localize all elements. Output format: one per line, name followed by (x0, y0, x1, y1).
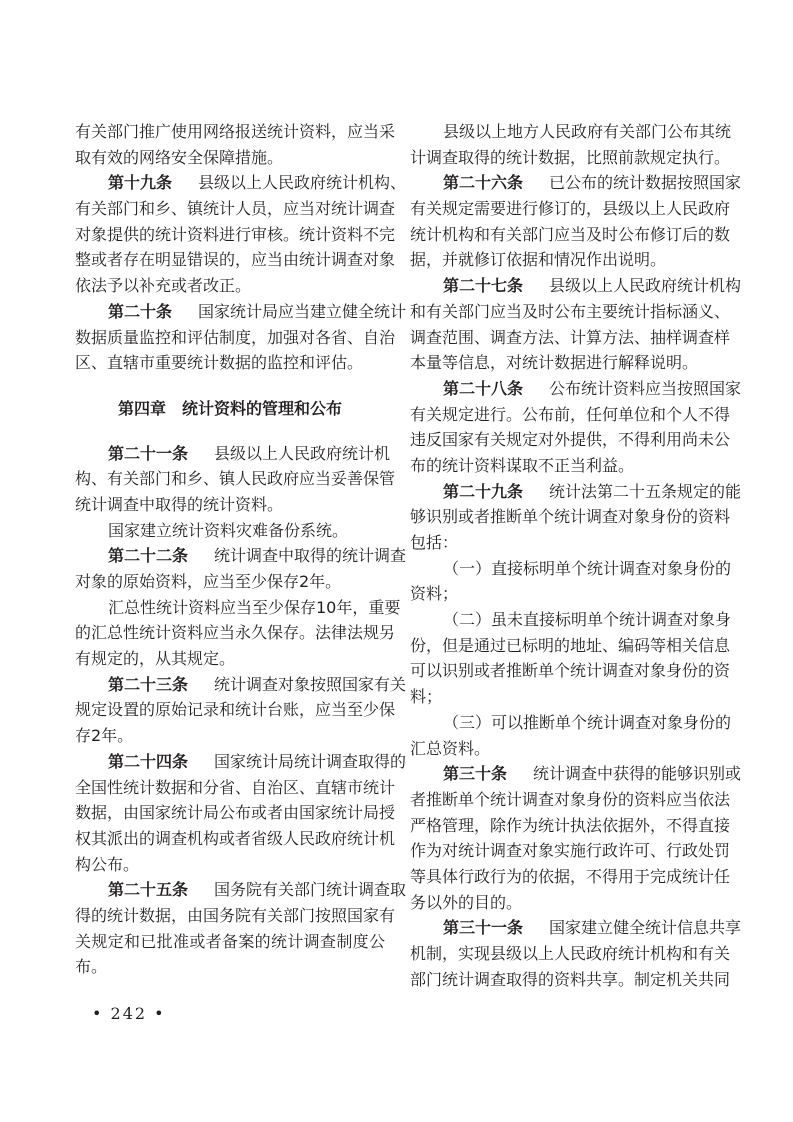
text-line (75, 852, 385, 878)
line-text: 有规定的，从其规定。 (75, 649, 236, 669)
line-text: 国务院有关部门统计调查取 (214, 880, 407, 900)
text-line (75, 119, 396, 145)
line-text: 国家建立统计资料灾难备份系统。 (108, 520, 349, 540)
line-text: 县级以上人民政府统计机 (214, 443, 391, 463)
line-text: 统计调查对象按照国家有关 (214, 674, 407, 694)
article-label: 第二十七条 (443, 276, 524, 296)
line-text: 有关部门和乡、镇统计人员，应当对统计调查 (75, 199, 396, 219)
text-line (410, 196, 731, 222)
text-line (410, 350, 720, 376)
line-text: （二）虽未直接标明单个统计调查对象身 (443, 610, 732, 630)
text-line (410, 402, 731, 428)
line-text: 够识别或者推断单个统计调查对象身份的资料 (410, 507, 731, 527)
line-text: 资料； (410, 584, 459, 604)
article-paragraph (75, 672, 407, 749)
text-line (75, 466, 396, 492)
text-line (75, 646, 385, 672)
line-text: 统计调查中获得的能够识别或 (533, 764, 742, 784)
text-line (75, 222, 396, 248)
text-line (410, 453, 720, 479)
text-line (410, 247, 720, 273)
text-line (410, 890, 720, 916)
article-paragraph (75, 441, 396, 518)
article-label: 第二十一条 (108, 443, 189, 463)
right-column (410, 119, 742, 992)
text-line (410, 915, 742, 941)
text-line (75, 595, 401, 621)
article-paragraph (75, 877, 407, 980)
paragraph (410, 556, 732, 607)
line-text: 汇总性统计资料应当至少保存10年，重要 (108, 597, 401, 617)
line-text: 违反国家有关规定对外提供，不得利用尚未公 (410, 430, 731, 450)
left-column (75, 119, 407, 980)
line-text: 严格管理，除作为统计执法依据外，不得直接 (410, 815, 731, 835)
article-label: 第二十九条 (443, 481, 524, 501)
article-label: 第三十条 (443, 764, 508, 784)
article-label: 第三十一条 (443, 918, 524, 938)
text-line (75, 170, 407, 196)
line-text: 和有关部门应当及时公布主要统计指标涵义、 (410, 301, 731, 321)
text-line (75, 247, 396, 273)
article-paragraph (410, 273, 742, 376)
line-text: 区、直辖市重要统计数据的监控和评估。 (75, 353, 364, 373)
line-text: 包括： (410, 533, 459, 552)
text-line (75, 299, 407, 325)
line-text: 县级以上人民政府统计机构 (549, 276, 742, 296)
article-paragraph (410, 915, 742, 992)
line-text: （三）可以推断单个统计调查对象身份的 (443, 712, 732, 732)
article-paragraph (75, 299, 407, 376)
text-line (75, 929, 385, 955)
paragraph (410, 607, 732, 710)
line-text: 务以外的目的。 (410, 892, 523, 912)
text-line (410, 504, 731, 530)
line-text: 对象提供的统计资料进行审核。统计资料不完 (75, 224, 396, 244)
article-label: 第二十四条 (108, 751, 189, 771)
line-text: 部门统计调查取得的资料共享。制定机关共同 (410, 969, 731, 989)
article-paragraph (410, 170, 742, 273)
text-line (410, 813, 731, 839)
line-text: 数据质量监控和评估制度，加强对各省、自治 (75, 327, 396, 347)
text-line (410, 556, 732, 582)
paragraph (75, 518, 385, 544)
text-line (410, 658, 731, 684)
line-text: 有关规定需要进行修订的，县级以上人民政府 (410, 199, 731, 219)
text-line (75, 877, 407, 903)
text-line (410, 581, 720, 607)
line-text: 构公布。 (75, 854, 140, 874)
line-text: 县级以上人民政府统计机构、 (198, 173, 407, 193)
line-text: 存2年。 (75, 726, 134, 746)
text-line (410, 170, 742, 196)
article-paragraph (75, 543, 407, 594)
line-text: 等具体行政行为的依据，不得用于完成统计任 (410, 866, 731, 886)
text-line (410, 710, 732, 736)
line-text: 份，但是通过已标明的地址、编码等相关信息 (410, 635, 731, 655)
line-text: 有关部门推广使用网络报送统计资料，应当采 (75, 122, 396, 141)
line-text: 已公布的统计数据按照国家 (549, 173, 742, 193)
line-text: 布。 (75, 957, 108, 977)
text-line (410, 787, 731, 813)
chapter-number: 第四章 (117, 398, 166, 418)
text-line (410, 299, 731, 325)
line-text: 者推断单个统计调查对象身份的资料应当依法 (410, 789, 731, 809)
article-paragraph (75, 749, 407, 877)
line-text: 统计调查中取得的统计资料。 (75, 494, 284, 514)
line-text: 关规定和已批准或者备案的统计调查制度公 (75, 931, 385, 951)
line-text: 作为对统计调查对象实施行政许可、行政处罚 (410, 841, 731, 861)
line-text: 依法予以补充或者改正。 (75, 276, 252, 296)
article-label: 第十九条 (108, 173, 173, 193)
line-text: 本量等信息，对统计数据进行解释说明。 (410, 353, 699, 373)
line-text: 整或者存在明显错误的，应当由统计调查对象 (75, 250, 396, 270)
text-line (75, 800, 396, 826)
line-text: （一）直接标明单个统计调查对象身份的 (443, 558, 732, 578)
article-label: 第二十八条 (443, 378, 524, 398)
text-line (75, 672, 407, 698)
text-line (410, 325, 731, 351)
text-line (410, 530, 720, 556)
text-line (410, 633, 731, 659)
text-line (75, 826, 396, 852)
text-line (75, 620, 396, 646)
line-text: 布的统计资料谋取不正当利益。 (410, 455, 635, 475)
text-line (75, 903, 396, 929)
line-text: 统计调查中取得的统计调查 (214, 546, 407, 566)
text-line (410, 736, 720, 762)
line-text: 取有效的网络安全保障措施。 (75, 147, 284, 167)
line-text: 统计机构和有关部门应当及时公布修订后的数 (410, 224, 731, 244)
chapter-heading (75, 396, 385, 422)
line-text: 对象的原始资料，应当至少保存2年。 (75, 572, 342, 591)
line-text: 统计法第二十五条规定的能 (549, 481, 742, 501)
line-text: 调查范围、调查方法、计算方法、抽样调查样 (410, 327, 731, 347)
line-text: 国家建立健全统计信息共享 (549, 918, 742, 938)
paragraph (410, 119, 732, 170)
line-text: 据，并就修订依据和情况作出说明。 (410, 250, 667, 270)
paragraph (410, 710, 732, 761)
text-line (75, 325, 396, 351)
article-label: 第二十三条 (108, 674, 189, 694)
text-line (75, 775, 396, 801)
text-line (410, 376, 742, 402)
article-label: 第二十六条 (443, 173, 524, 193)
line-text: 国家统计局应当建立健全统计 (198, 301, 407, 321)
text-line (75, 350, 385, 376)
article-label: 第二十五条 (108, 880, 189, 900)
line-text: 规定设置的原始记录和统计台账，应当至少保 (75, 700, 396, 720)
text-line (410, 864, 731, 890)
line-text: 机制，实现县级以上人民政府统计机构和有关 (410, 944, 731, 963)
text-line (75, 543, 407, 569)
text-line (410, 607, 732, 633)
text-line (75, 723, 385, 749)
text-line (410, 119, 732, 145)
text-line (410, 479, 742, 505)
text-line (410, 222, 731, 248)
line-text: 可以识别或者推断单个统计调查对象身份的资 (410, 661, 731, 681)
article-paragraph (75, 170, 407, 298)
article-paragraph (410, 376, 742, 479)
article-label: 第二十二条 (108, 546, 189, 566)
line-text: 权其派出的调查机构或者省级人民政府统计机 (75, 828, 396, 848)
article-paragraph (410, 761, 742, 915)
text-line (75, 518, 385, 544)
text-line (75, 492, 385, 518)
text-line (410, 761, 742, 787)
text-line (75, 749, 407, 775)
text-line (75, 145, 385, 171)
line-text: 汇总资料。 (410, 738, 491, 758)
text-line (75, 196, 396, 222)
text-line (410, 941, 731, 967)
paragraph (75, 595, 401, 672)
line-text: 料； (410, 687, 443, 707)
line-text: 全国性统计数据和分省、自治区、直辖市统计 (75, 777, 396, 797)
line-text: 的汇总性统计资料应当永久保存。法律法规另 (75, 623, 396, 643)
text-line (75, 441, 391, 467)
text-line (410, 145, 731, 171)
article-paragraph (410, 479, 742, 556)
line-text: 国家统计局统计调查取得的 (214, 751, 407, 771)
line-text: 公布统计资料应当按照国家 (549, 378, 742, 398)
text-line (75, 697, 396, 723)
text-line (410, 838, 731, 864)
chapter-title: 统计资料的管理和公布 (182, 398, 343, 418)
page-number: • 242 • (92, 1004, 166, 1023)
article-label: 第二十条 (108, 301, 173, 321)
text-line (75, 954, 385, 980)
line-text: 构、有关部门和乡、镇人民政府应当妥善保管 (75, 469, 396, 489)
line-text: 得的统计数据，由国务院有关部门按照国家有 (75, 905, 396, 925)
line-text: 有关规定进行。公布前，任何单位和个人不得 (410, 404, 731, 424)
text-line (410, 273, 742, 299)
text-line (410, 684, 720, 710)
text-line (410, 427, 731, 453)
line-text: 县级以上地方人民政府有关部门公布其统 (443, 122, 732, 141)
paragraph (75, 119, 396, 170)
text-line (410, 967, 731, 993)
line-text: 数据，由国家统计局公布或者由国家统计局授 (75, 803, 396, 823)
text-line (75, 273, 385, 299)
line-text: 计调查取得的统计数据，比照前款规定执行。 (410, 147, 731, 167)
text-line (75, 569, 385, 595)
